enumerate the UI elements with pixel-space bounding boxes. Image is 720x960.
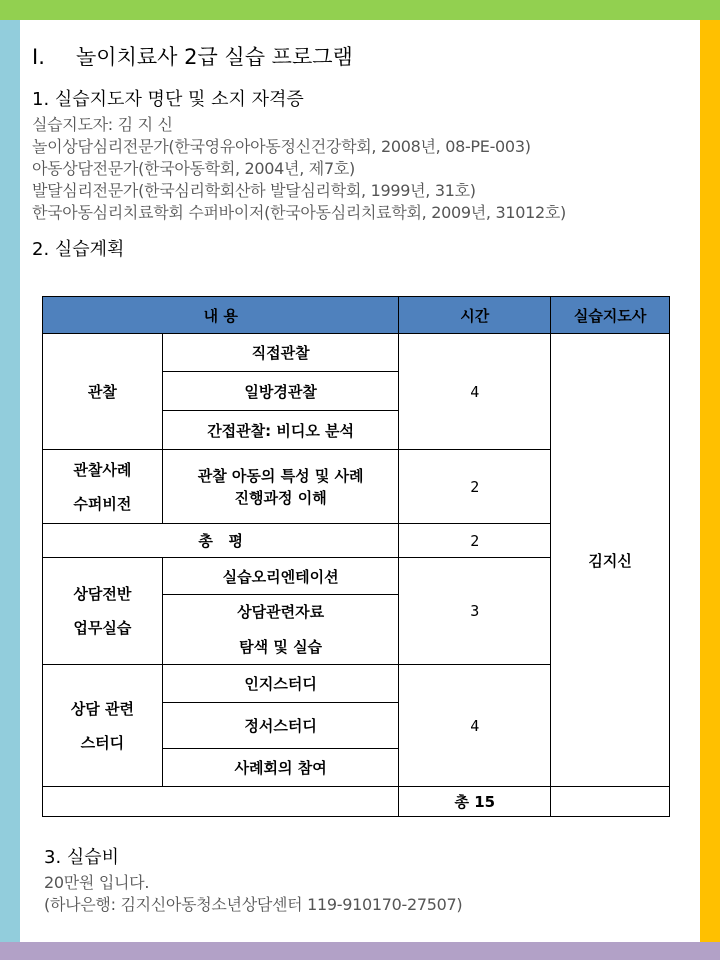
title-number: I. <box>32 45 45 69</box>
empty-cell <box>551 787 670 817</box>
category-counseling-practice <box>43 558 163 665</box>
item-cell: 간접관찰: 비디오 분석 <box>162 411 399 450</box>
qualification-line: 아동상담전문가(한국아동학회, 2004년, 제7호) <box>32 159 355 178</box>
page-title <box>32 40 682 74</box>
category-case-supervision <box>43 450 163 524</box>
category-line: 상담전반 <box>73 585 132 603</box>
time-cell: 4 <box>399 334 551 450</box>
item-cell: 상담관련자료 <box>162 595 399 629</box>
item-cell: 탐색 및 실습 <box>162 629 399 665</box>
fee-line: 20만원 입니다. <box>44 873 150 892</box>
practicum-plan-table <box>42 296 670 817</box>
category-counseling-study <box>43 665 163 787</box>
time-cell: 2 <box>399 524 551 558</box>
bottom-color-bar <box>0 942 720 960</box>
qualification-line: 발달심리전문가(한국심리학회산하 발달심리학회, 1999년, 31호) <box>32 181 476 200</box>
section1-heading: 1. 실습지도자 명단 및 소지 자격증 <box>32 89 304 110</box>
time-cell: 4 <box>399 665 551 787</box>
time-cell: 2 <box>399 450 551 524</box>
qualification-line: 놀이상담심리전문가(한국영유아아동정신건강학회, 2008년, 08-PE-003) <box>32 137 531 156</box>
category-observation: 관찰 <box>43 334 163 450</box>
qualification-line: 한국아동심리치료학회 수퍼바이저(한국아동심리치료학회, 2009년, 31012호) <box>32 203 566 222</box>
right-color-bar <box>700 20 720 942</box>
title-text: 놀이치료사 2급 실습 프로그램 <box>76 45 353 69</box>
item-cell <box>162 450 399 524</box>
category-line: 스터디 <box>80 733 125 752</box>
item-line: 관찰 아동의 특성 및 사례 <box>197 466 364 485</box>
category-line: 수퍼비전 <box>73 494 132 513</box>
item-cell: 인지스터디 <box>162 665 399 703</box>
header-supervisor: 실습지도사 <box>551 297 670 334</box>
item-line: 진행과정 이해 <box>234 488 327 507</box>
left-color-bar <box>0 20 20 942</box>
table-row <box>43 334 670 372</box>
total-row <box>43 787 670 817</box>
item-cell: 실습오리엔테이션 <box>162 558 399 595</box>
category-line: 상담 관련 <box>70 699 134 718</box>
total-cell: 총 15 <box>399 787 551 817</box>
item-cell: 정서스터디 <box>162 703 399 749</box>
top-color-bar <box>0 0 720 20</box>
document-body <box>32 40 682 264</box>
table-header-row <box>43 297 670 334</box>
section2-heading: 2. 실습계획 <box>32 239 125 260</box>
section3 <box>44 844 462 916</box>
header-content: 내 용 <box>43 297 399 334</box>
supervisor-name-cell: 김지신 <box>551 334 670 787</box>
item-cell: 일방경관찰 <box>162 372 399 411</box>
review-label: 총 평 <box>43 524 399 558</box>
bank-line: (하나은행: 김지신아동청소년상담센터 119-910170-27507) <box>44 895 463 914</box>
category-line: 관찰사례 <box>73 460 132 479</box>
item-cell: 사례회의 참여 <box>162 749 399 787</box>
supervisor-line: 실습지도자: 김 지 신 <box>32 115 173 134</box>
category-line: 업무실습 <box>73 619 132 637</box>
time-cell: 3 <box>399 558 551 665</box>
empty-cell <box>43 787 399 817</box>
item-cell: 직접관찰 <box>162 334 399 372</box>
header-time: 시간 <box>399 297 551 334</box>
section3-heading: 3. 실습비 <box>44 847 120 868</box>
